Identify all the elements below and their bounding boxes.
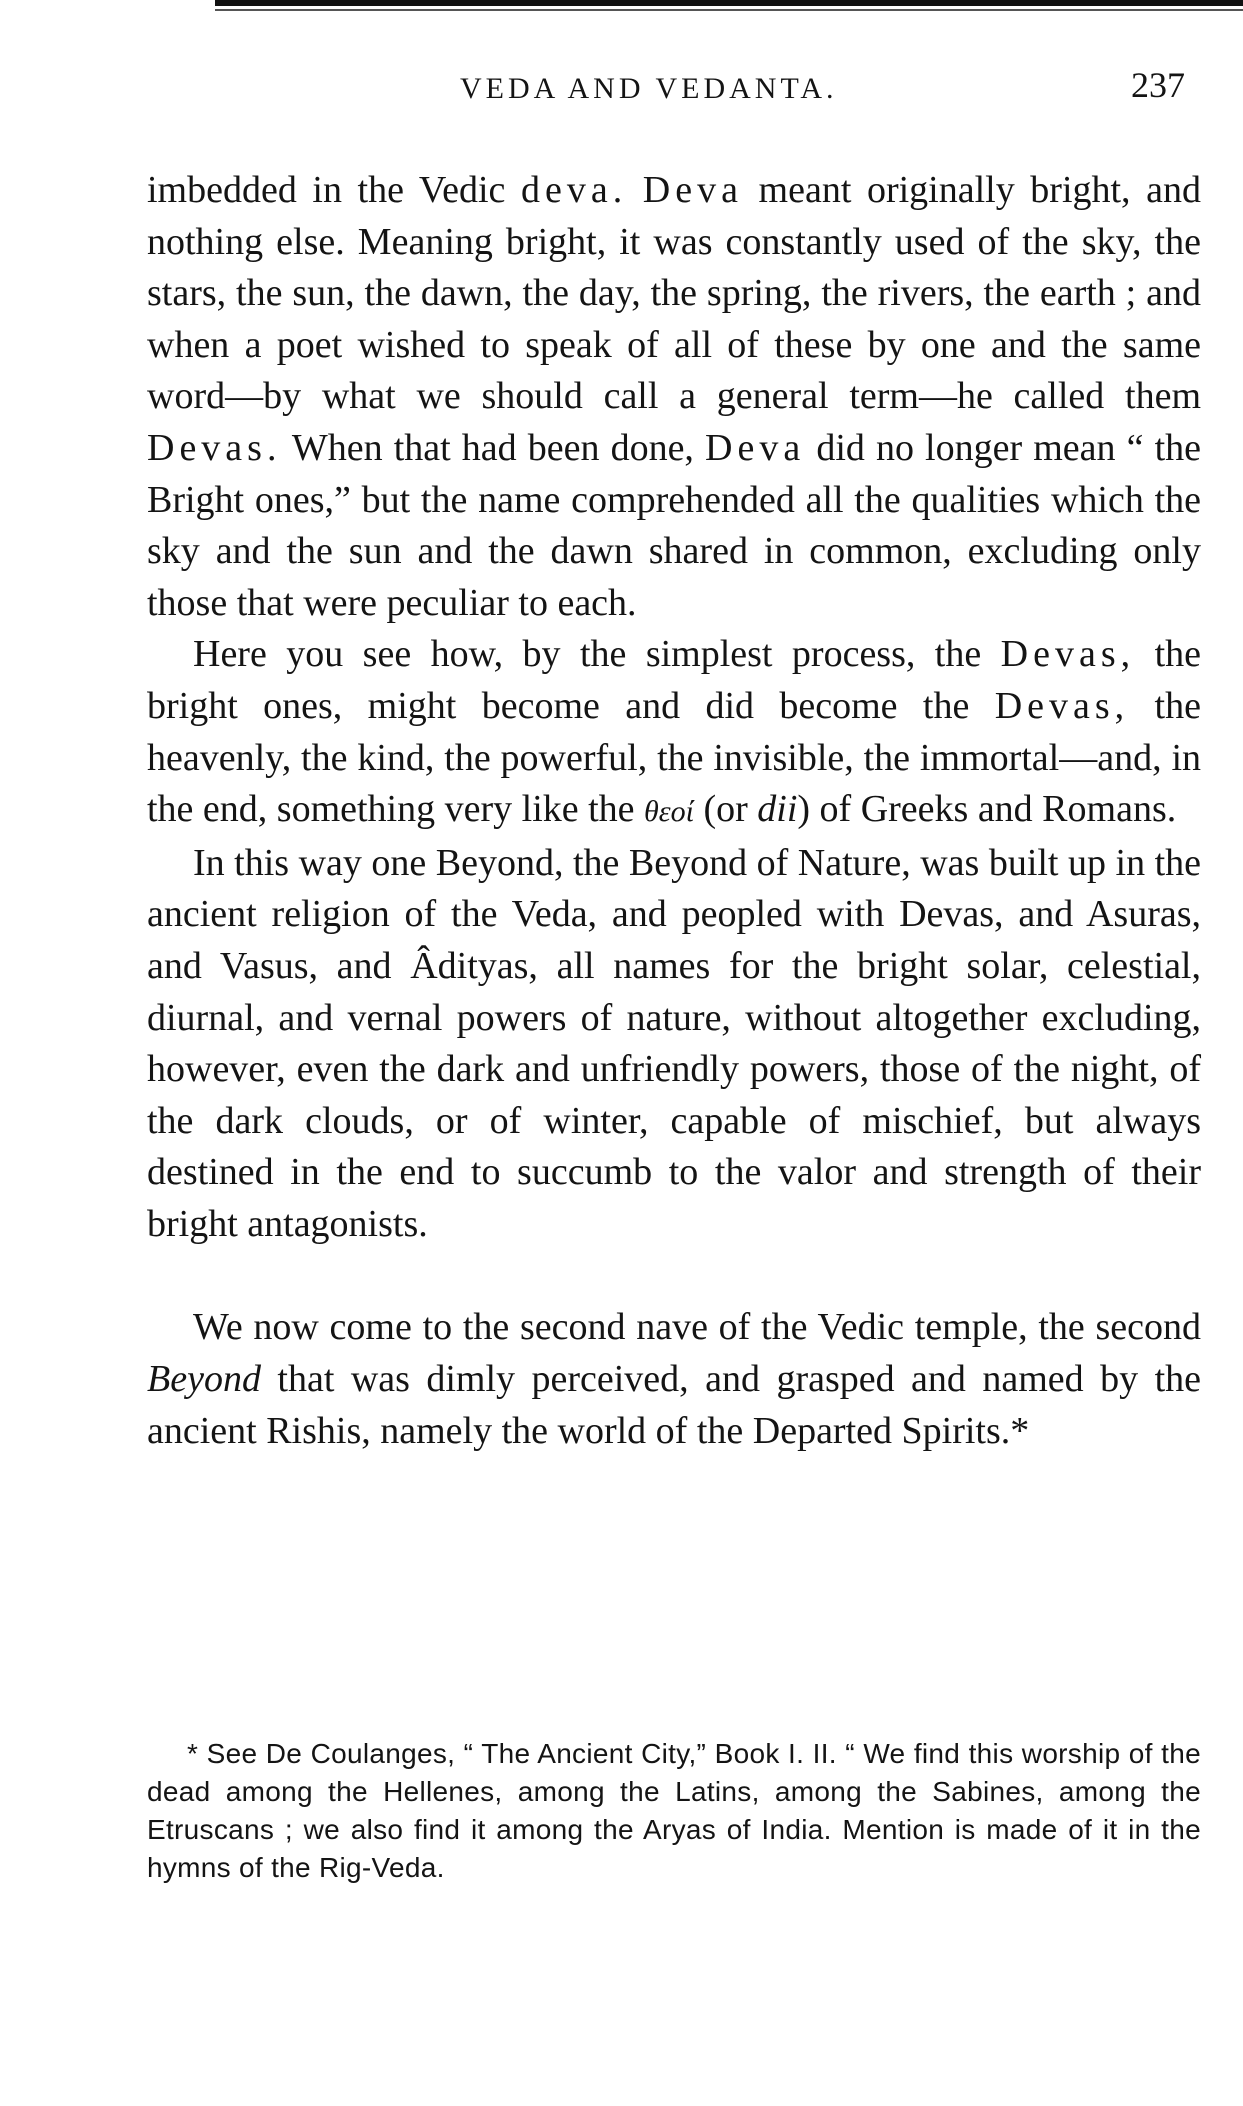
paragraph-2: [147, 629, 1201, 837]
top-rule: [215, 0, 1243, 6]
footnote: [147, 1735, 1201, 1887]
p1-spaced-devas: Devas.: [147, 426, 282, 469]
p2-text-3: the heavenly, the kind, the powerful, the invisible, the immortal—and, in the end, something very like the: [147, 684, 1201, 831]
p2-text-5: ) of Greeks and Romans.: [797, 788, 1177, 831]
body-text: [147, 165, 1201, 1457]
running-head: VEDA AND VEDANTA.: [460, 72, 838, 105]
p1-text-4: When that had been done,: [281, 426, 706, 469]
p2-spaced-devas-1: Devas,: [1000, 633, 1136, 676]
p4-text-1: We now come to the second nave of the Vedic temple, the second: [193, 1306, 1201, 1349]
p4-italic-beyond: Beyond: [147, 1358, 261, 1401]
p2-text-4: (or: [693, 788, 758, 831]
p2-spaced-devas-2: Devas,: [994, 684, 1130, 727]
p1-spaced-deva-2: Deva: [642, 169, 743, 211]
top-rule-thin: [215, 9, 1243, 11]
p1-text-5: did no longer mean “ the Bright ones,” but the name comprehended all the qualities which the sky and the sun and the dawn shared in common, excluding only those that were peculiar to each.: [147, 426, 1201, 624]
p1-spaced-deva-1: deva.: [520, 169, 628, 211]
page-number: 237: [1131, 65, 1185, 105]
p2-text-1: Here you see how, by the simplest process, the: [193, 633, 1001, 676]
p2-latin-word: dii: [757, 788, 798, 831]
p1-text-3: meant originally bright, and nothing else. Meaning bright, it was constantly used of the sky, the stars, the sun, the dawn, the day, the spring, the rivers, the earth ; and when a poet wished to speak of all of these by one and the same word—by what we should call a general term—he called them: [147, 169, 1202, 418]
footnote-text: * See De Coulanges, “ The Ancient City,” Book I. II. “ We find this worship of the dead among the Hellenes, among the Latins, among the Sabines, among the Etruscans ; we also find it among the Aryas of India. Mention is made of it in the hymns of the Rig-Veda.: [147, 1738, 1201, 1883]
p2-text-2: the bright ones, might become and did become the: [147, 633, 1201, 727]
paragraph-3: In this way one Beyond, the Beyond of Nature, was built up in the ancient religion of the Veda, and peopled with Devas, and Asuras, and Vasus, and Âdityas, all names for the bright solar, celestial, diurnal, and vernal powers of nature, without altogether excluding, however, even the dark and unfriendly powers, those of the night, of the dark clouds, or of winter, capable of mischief, but always destined in the end to succumb to the valor and strength of their bright antagonists.: [147, 841, 1201, 1245]
p1-text-1: imbedded in the Vedic: [147, 169, 521, 211]
paragraph-1: [147, 165, 1201, 629]
p1-text-2: [627, 169, 643, 211]
p2-greek-word: θεοί: [644, 795, 694, 829]
p4-text-2: that was dimly perceived, and grasped and named by the ancient Rishis, namely the world of the Departed Spirits.*: [147, 1358, 1201, 1452]
paragraph-4: [147, 1302, 1201, 1457]
p1-spaced-deva-3: Deva: [705, 426, 806, 469]
